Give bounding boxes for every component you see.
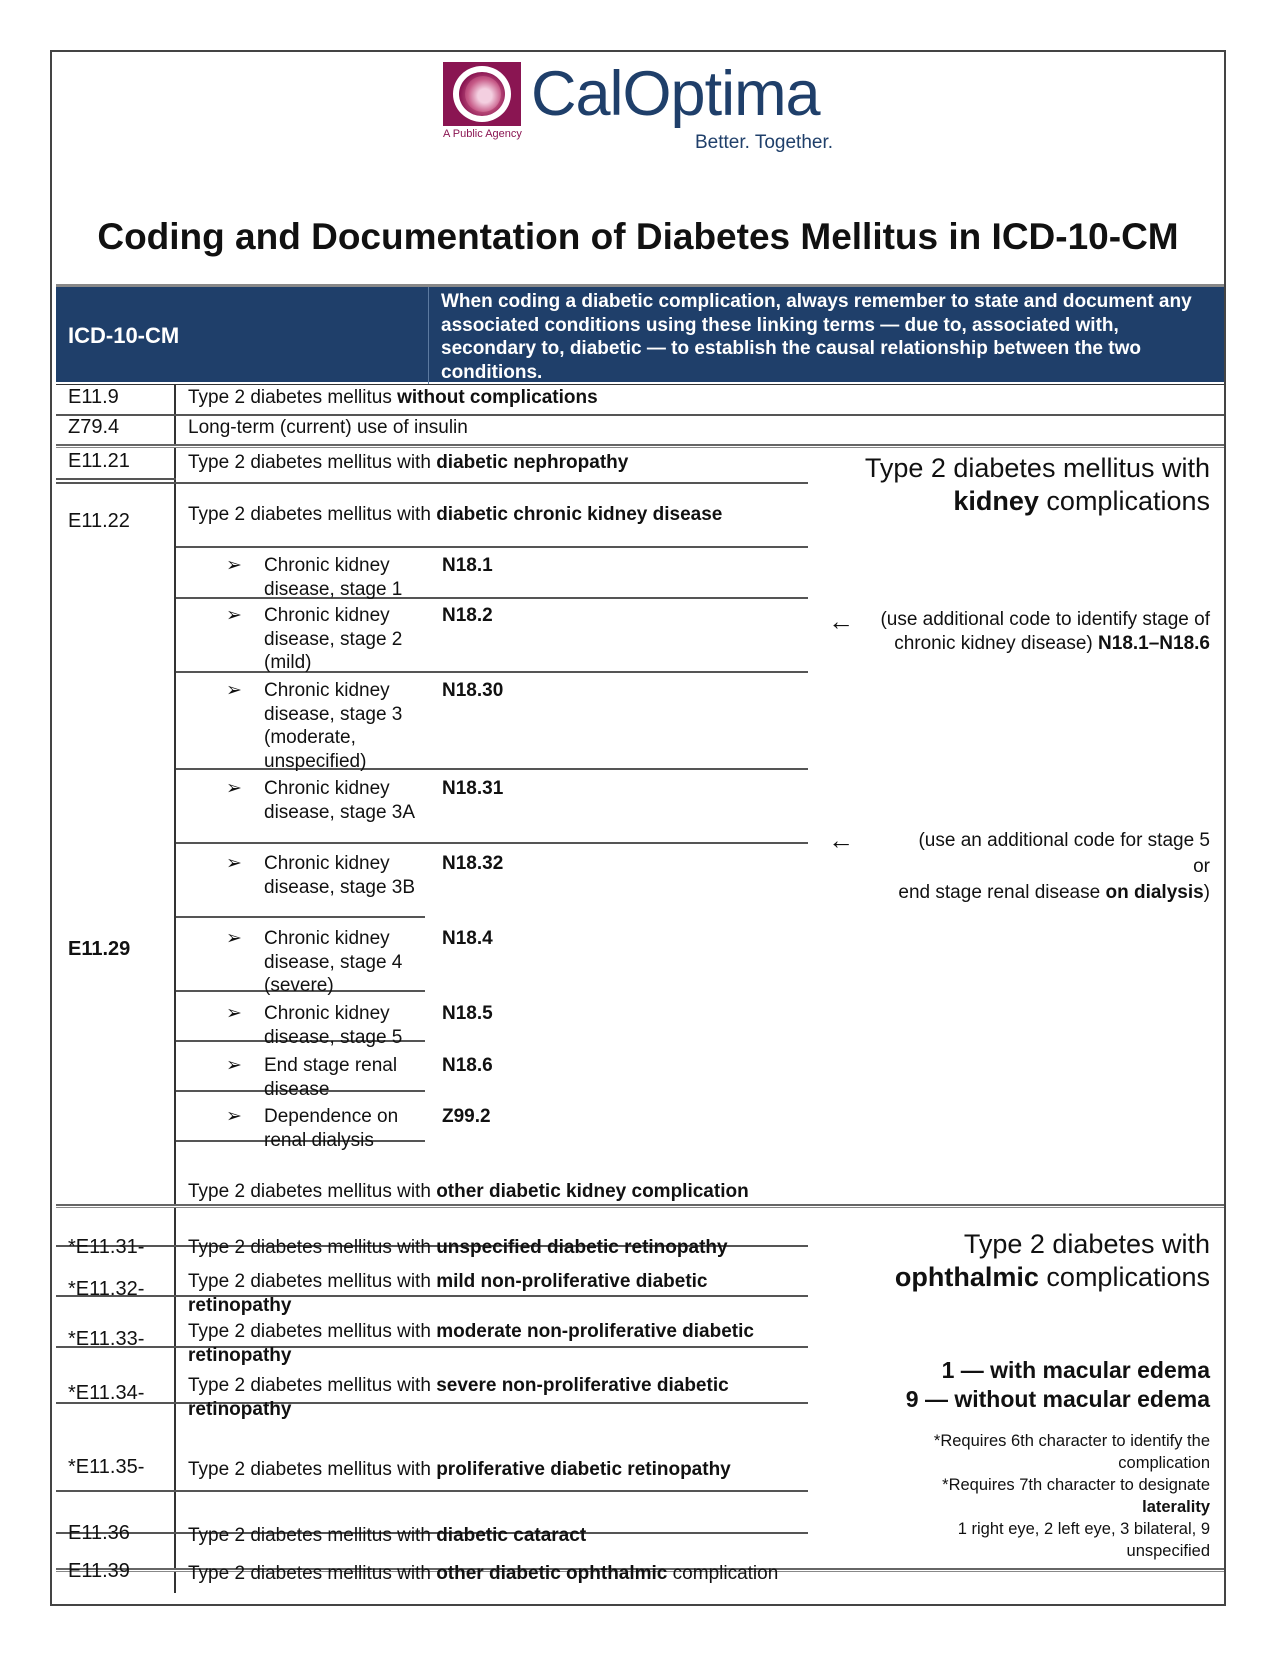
- page-title: Coding and Documentation of Diabetes Mellitus in ICD-10-CM: [97, 216, 1179, 257]
- desc-e11-9: Type 2 diabetes mellitus without complications: [188, 387, 598, 408]
- bullet-arrow-icon: ➢: [226, 928, 242, 949]
- desc-e11-35: Type 2 diabetes mellitus with proliferative diabetic retinopathy: [188, 1459, 731, 1480]
- code-e11-36: E11.36: [68, 1522, 130, 1544]
- bullet-arrow-icon: ➢: [226, 1055, 242, 1076]
- code-e11-32: *E11.32-: [68, 1278, 145, 1300]
- logo-subtitle: A Public Agency: [443, 128, 522, 140]
- code-z79-4: Z79.4: [68, 416, 120, 438]
- character-requirements: *Requires 6th character to identify the complication *Requires 7th character to designate laterality 1 right eye, 2 left eye, 3 bilateral, 9 unspecified: [933, 1432, 1210, 1560]
- code-e11-29: E11.29: [68, 938, 131, 960]
- left-arrow-icon: ←: [828, 825, 854, 855]
- caloptima-logo: [443, 59, 843, 162]
- logo-tagline: Better. Together.: [695, 132, 834, 153]
- code-e11-35: *E11.35-: [68, 1456, 145, 1478]
- bullet-arrow-icon: ➢: [226, 555, 242, 576]
- ophthalmic-heading: Type 2 diabetes with ophthalmic complications: [894, 1229, 1210, 1292]
- kidney-heading: Type 2 diabetes mellitus with kidney complications: [864, 453, 1210, 516]
- code-e11-21: E11.21: [68, 450, 130, 472]
- header-linking-note: When coding a diabetic complication, always remember to state and document any associated conditions using these linking terms — due to, associated with, secondary to, diabetic — to establish the causal relationship between the two conditions.: [441, 291, 1192, 383]
- code-e11-22: E11.22: [68, 510, 130, 532]
- code-e11-33: *E11.33-: [68, 1328, 145, 1350]
- desc-z79-4: Long-term (current) use of insulin: [188, 417, 468, 438]
- desc-e11-32: Type 2 diabetes mellitus with mild non-proliferative diabetic retinopathy: [188, 1271, 708, 1316]
- code-e11-9: E11.9: [68, 386, 119, 408]
- code-e11-34: *E11.34-: [68, 1382, 145, 1404]
- desc-e11-22: Type 2 diabetes mellitus with diabetic chronic kidney disease: [188, 504, 723, 525]
- macular-edema-legend: 1 — with macular edema 9 — without macular edema: [905, 1357, 1210, 1412]
- bullet-arrow-icon: ➢: [226, 605, 242, 626]
- desc-e11-39: Type 2 diabetes mellitus with other diabetic ophthalmic complication: [188, 1563, 779, 1584]
- desc-e11-21: Type 2 diabetes mellitus with diabetic nephropathy: [188, 452, 629, 473]
- bullet-arrow-icon: ➢: [226, 853, 242, 874]
- bullet-arrow-icon: ➢: [226, 680, 242, 701]
- logo-emblem-icon: [443, 62, 521, 126]
- desc-e11-33: Type 2 diabetes mellitus with moderate non-proliferative diabetic retinopathy: [188, 1321, 754, 1366]
- header-icd-label: ICD-10-CM: [68, 323, 180, 348]
- row-separator: [56, 444, 1224, 448]
- bullet-arrow-icon: ➢: [226, 1003, 242, 1024]
- left-arrow-icon: ←: [828, 606, 854, 636]
- desc-e11-34: Type 2 diabetes mellitus with severe non-proliferative diabetic retinopathy: [188, 1375, 729, 1420]
- code-column-divider: [174, 384, 176, 1593]
- code-e11-39: E11.39: [68, 1560, 130, 1582]
- kidney-note-stage: (use additional code to identify stage of chronic kidney disease) N18.1–N18.6: [880, 609, 1210, 654]
- desc-e11-31: Type 2 diabetes mellitus with unspecified diabetic retinopathy: [188, 1237, 728, 1258]
- logo-name: CalOptima: [531, 59, 820, 129]
- desc-e11-36: Type 2 diabetes mellitus with diabetic cataract: [188, 1525, 587, 1546]
- kidney-note-dialysis: (use an additional code for stage 5 or end stage renal disease on dialysis): [898, 830, 1210, 903]
- bullet-arrow-icon: ➢: [226, 778, 242, 799]
- bullet-arrow-icon: ➢: [226, 1106, 242, 1127]
- desc-e11-29: Type 2 diabetes mellitus with other diabetic kidney complication: [188, 1181, 749, 1202]
- table-header: [56, 284, 1224, 382]
- section-separator: [56, 1204, 1224, 1208]
- code-e11-31: *E11.31-: [68, 1236, 145, 1258]
